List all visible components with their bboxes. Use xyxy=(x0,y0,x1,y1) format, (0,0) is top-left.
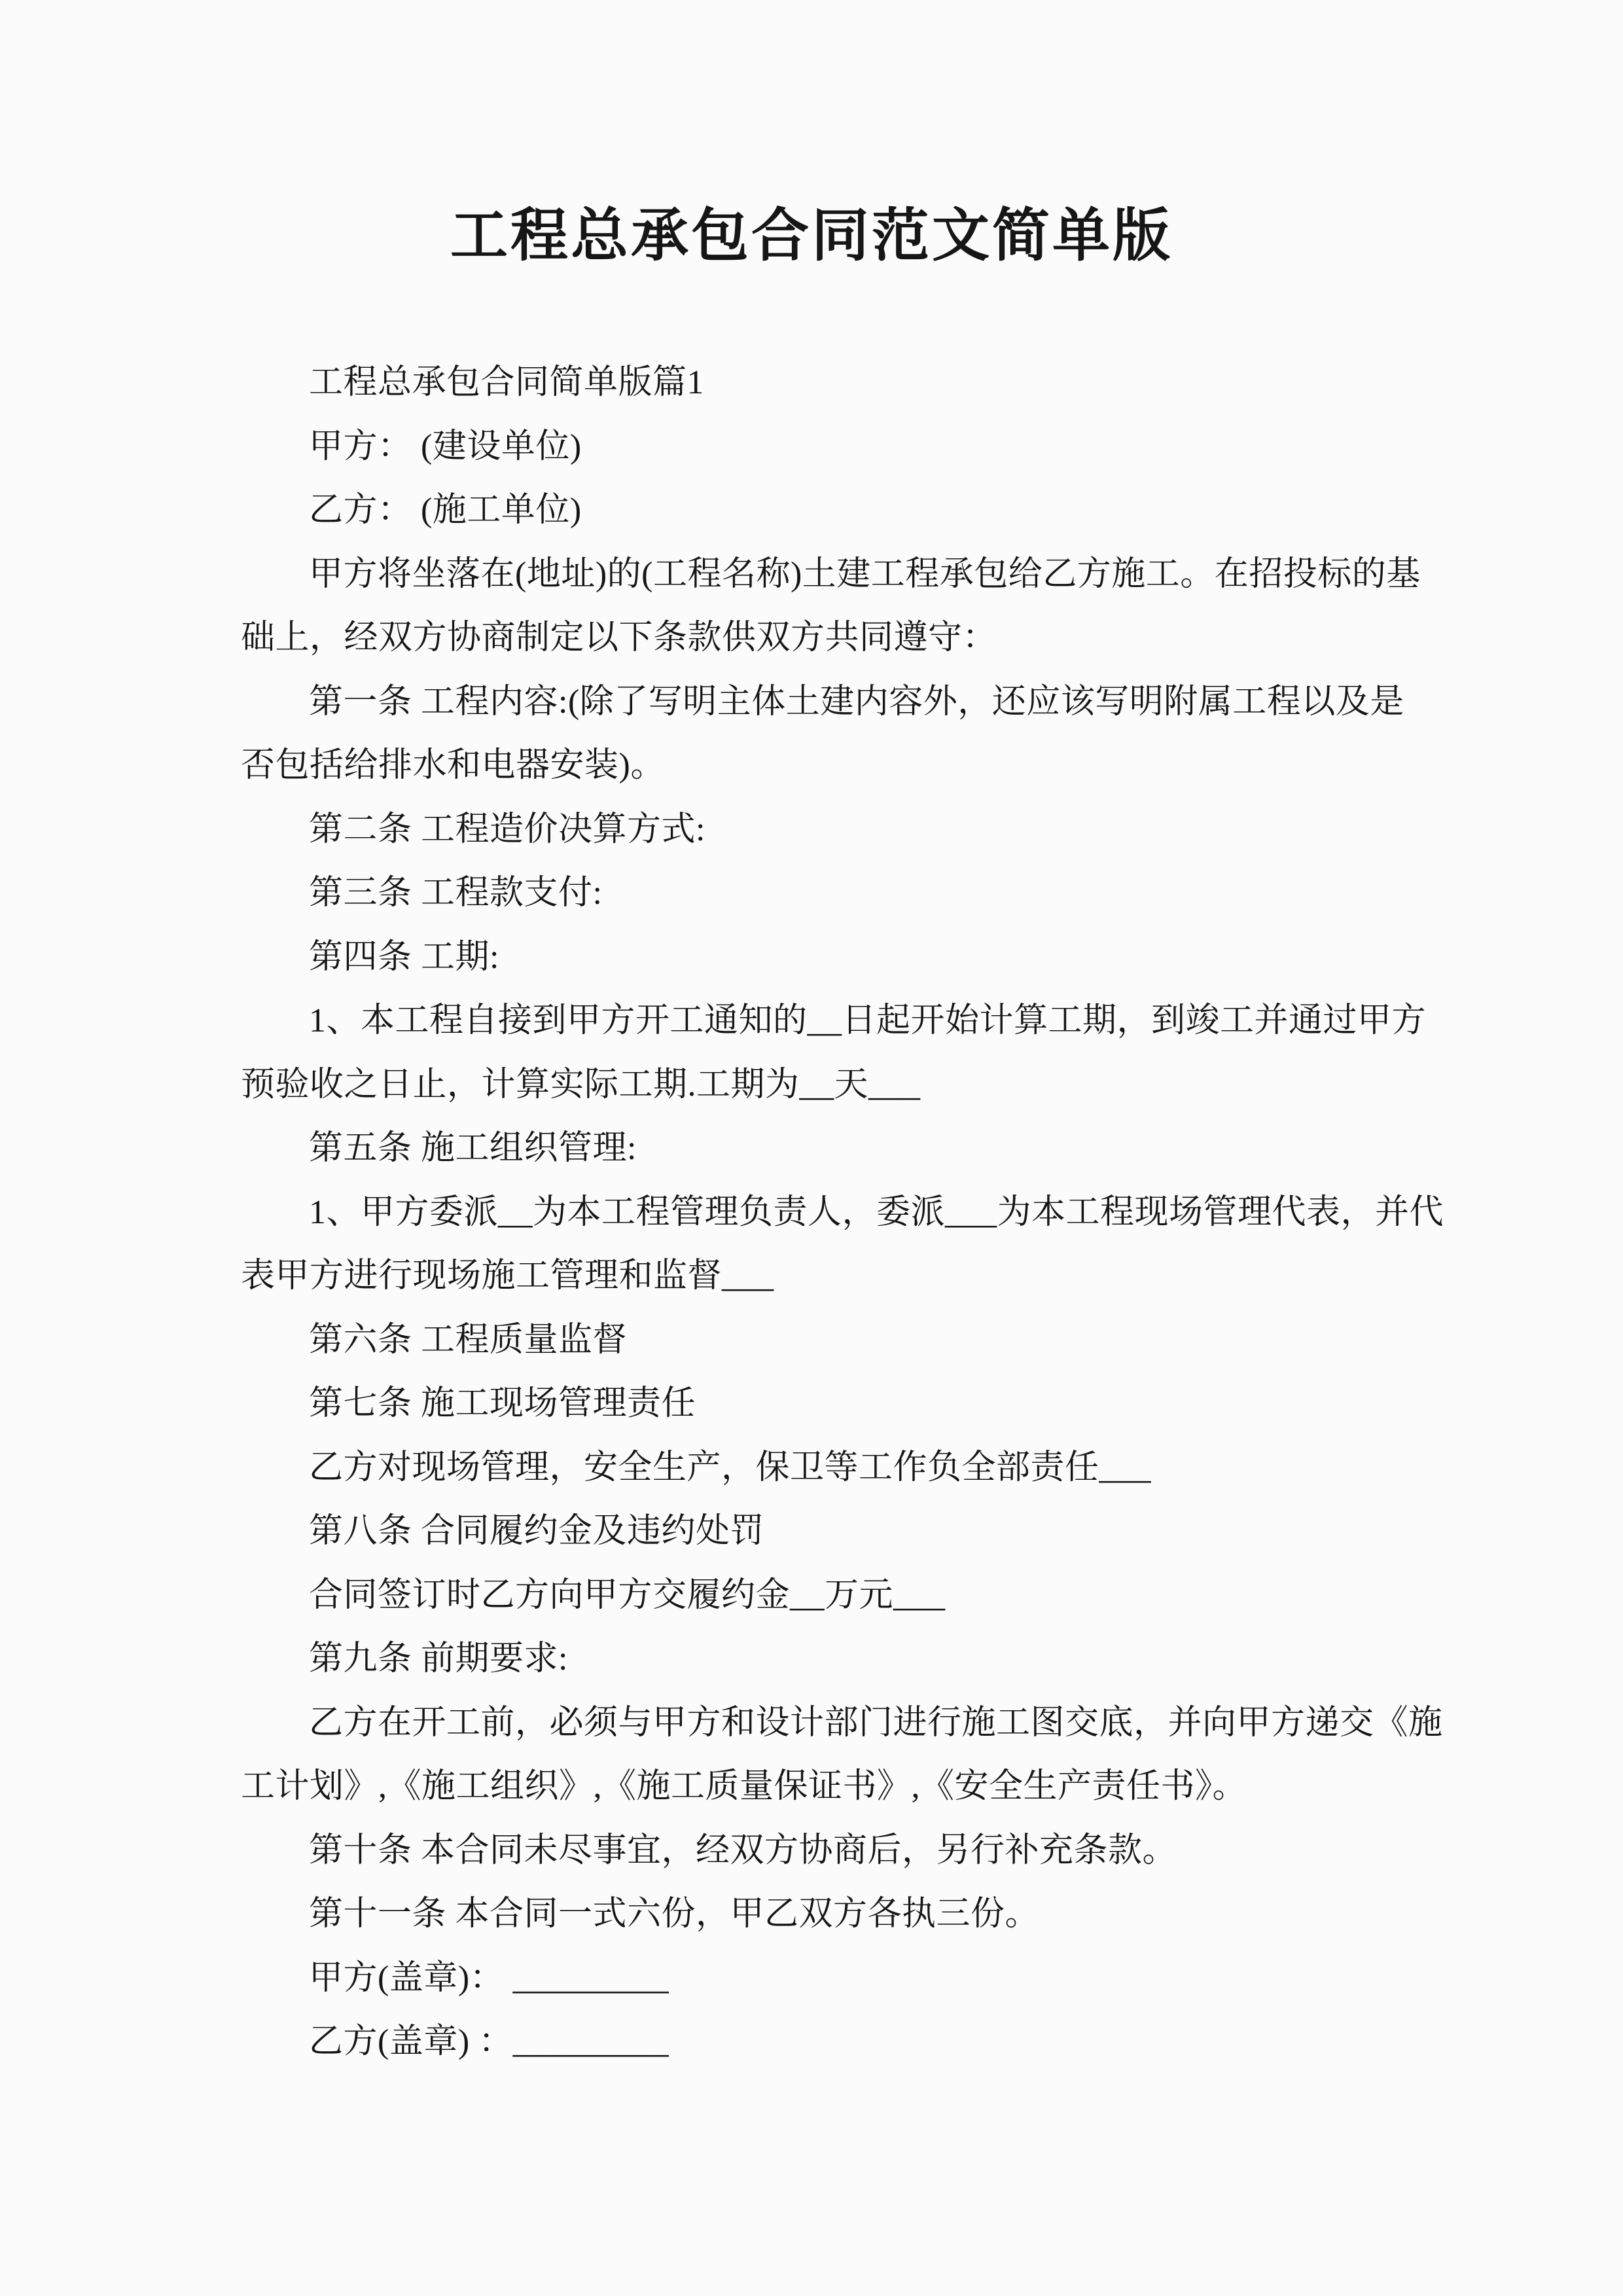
text-line: 否包括给排水和电器安装)。 xyxy=(241,747,665,784)
text-line: 甲方将坐落在(地址)的(工程名称)土建工程承包给乙方施工。在招投标的基 xyxy=(309,555,1421,593)
text-line: 第四条 工期: xyxy=(309,938,499,976)
text-line: 第五条 施工组织管理: xyxy=(309,1130,637,1167)
text-line: 第一条 工程内容:(除了写明主体土建内容外，还应该写明附属工程以及是 xyxy=(309,683,1404,721)
text-line: 甲方(盖章)： _________ xyxy=(309,1959,669,1997)
text-line: 预验收之日止，计算实际工期.工期为__天___ xyxy=(241,1066,921,1103)
document-title: 工程总承包合同范文简单版 xyxy=(450,205,1173,268)
text-line: 第十一条 本合同一式六份，甲乙双方各执三份。 xyxy=(309,1895,1040,1933)
text-line: 工计划》,《施工组织》,《施工质量保证书》,《安全生产责任书》。 xyxy=(241,1768,1247,1805)
text-line: 第九条 前期要求: xyxy=(309,1640,568,1677)
text-line: 工程总承包合同简单版篇1 xyxy=(309,364,705,401)
text-line: 第十条 本合同未尽事宜，经双方协商后，另行补充条款。 xyxy=(309,1831,1177,1869)
text-line: 表甲方进行现场施工管理和监督___ xyxy=(241,1257,774,1295)
document-body xyxy=(0,351,1623,2074)
text-line: 第三条 工程款支付: xyxy=(309,874,603,912)
text-line: 乙方： (施工单位) xyxy=(309,492,582,529)
text-line: 甲方： (建设单位) xyxy=(309,427,582,465)
text-line: 1、本工程自接到甲方开工通知的__日起开始计算工期，到竣工并通过甲方 xyxy=(309,1002,1427,1039)
text-line: 合同签订时乙方向甲方交履约金__万元___ xyxy=(309,1576,946,1614)
text-line: 乙方在开工前，必须与甲方和设计部门进行施工图交底，并向甲方递交《施 xyxy=(309,1704,1443,1742)
text-line: 第二条 工程造价决算方式: xyxy=(309,810,705,848)
text-line: 第六条 工程质量监督 xyxy=(309,1321,628,1359)
text-line: 础上，经双方协商制定以下条款供双方共同遵守： xyxy=(241,619,997,656)
text-line: 乙方对现场管理，安全生产，保卫等工作负全部责任___ xyxy=(309,1448,1152,1486)
text-line: 1、甲方委派__为本工程管理负责人，委派___为本工程现场管理代表，并代 xyxy=(309,1193,1444,1231)
text-line: 第七条 施工现场管理责任 xyxy=(309,1385,696,1422)
text-line: 第八条 合同履约金及违约处罚 xyxy=(309,1513,765,1550)
text-line: 乙方(盖章) ：_________ xyxy=(309,2023,669,2060)
